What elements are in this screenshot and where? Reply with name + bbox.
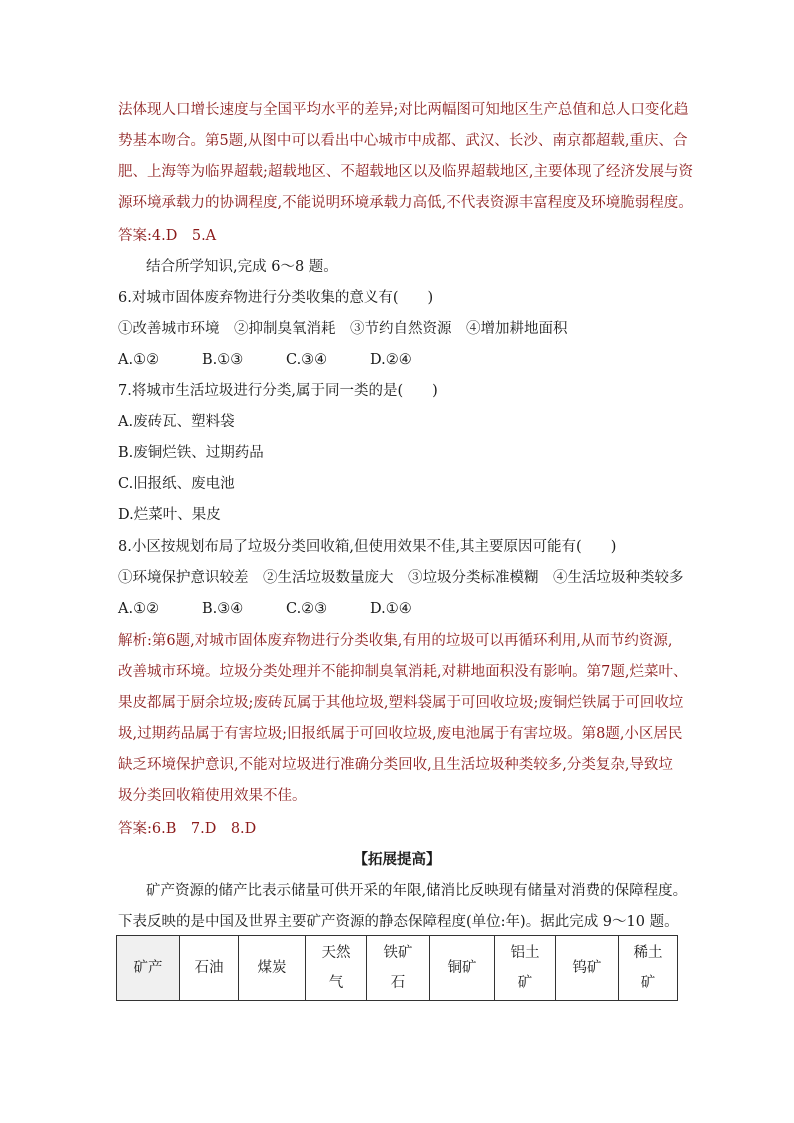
option[interactable]: C.③④	[286, 352, 328, 368]
question-8-items: ①环境保护意识较差 ②生活垃圾数量庞大 ③垃圾分类标准模糊 ④生活垃圾种类较多	[118, 570, 684, 586]
table-header-cell: 铁矿 石	[367, 936, 430, 1001]
explanation-line: 法体现人口增长速度与全国平均水平的差异;对比两幅图可知地区生产总值和总人口变化趋	[118, 102, 689, 118]
table-header-cell: 石油	[180, 936, 239, 1001]
table-header-cell: 矿产	[117, 936, 180, 1001]
table-header-row	[117, 936, 678, 1001]
section-title: 【拓展提高】	[353, 851, 441, 868]
explanation-line: 源环境承载力的协调程度,不能说明环境承载力高低,不代表资源丰富程度及环境脆弱程度。	[118, 195, 693, 211]
option[interactable]: B.③④	[202, 601, 244, 617]
section-paragraph: 矿产资源的储产比表示储量可供开采的年限,储消比反映现有储量对消费的保障程度。	[146, 883, 688, 899]
mineral-table	[116, 935, 678, 1001]
table-header-cell: 天然 气	[306, 936, 367, 1001]
explanation-line: 肥、上海等为临界超载;超载地区、不超载地区以及临界超载地区,主要体现了经济发展与资	[118, 164, 693, 180]
explanation-line: 圾,过期药品属于有害垃圾;旧报纸属于可回收垃圾,废电池属于有害垃圾。第8题,小区居民	[118, 726, 683, 742]
explanation-line: 势基本吻合。第5题,从图中可以看出中心城市中成都、武汉、长沙、南京都超载,重庆、合	[118, 133, 688, 149]
answer-line: 答案:4.D 5.A	[118, 228, 217, 244]
table-header-cell: 铜矿	[430, 936, 495, 1001]
explanation-line: 圾分类回收箱使用效果不佳。	[118, 788, 307, 804]
question-6-stem: 6.对城市固体废弃物进行分类收集的意义有( )	[118, 290, 434, 306]
option[interactable]: D.②④	[370, 352, 412, 368]
answer-line: 答案:6.B 7.D 8.D	[118, 821, 257, 837]
question-8-options	[118, 599, 688, 619]
question-6-options	[118, 350, 688, 370]
option[interactable]: A.①②	[118, 352, 160, 368]
option[interactable]: D.①④	[370, 601, 412, 617]
explanation-line: 解析:第6题,对城市固体废弃物进行分类收集,有用的垃圾可以再循环利用,从而节约资源,	[118, 633, 673, 649]
option[interactable]: C.②③	[286, 601, 328, 617]
explanation-line: 果皮都属于厨余垃圾;废砖瓦属于其他垃圾,塑料袋属于可回收垃圾;废铜烂铁属于可回收垃	[118, 695, 684, 711]
question-7-option-a[interactable]: A.废砖瓦、塑料袋	[118, 414, 235, 430]
option[interactable]: A.①②	[118, 601, 160, 617]
question-7-option-b[interactable]: B.废铜烂铁、过期药品	[118, 445, 264, 461]
explanation-line: 缺乏环境保护意识,不能对垃圾进行准确分类回收,且生活垃圾种类较多,分类复杂,导致垃	[118, 757, 673, 773]
question-6-items: ①改善城市环境 ②抑制臭氧消耗 ③节约自然资源 ④增加耕地面积	[118, 321, 568, 337]
table-header-cell: 铝土 矿	[495, 936, 556, 1001]
table-header-cell: 稀土 矿	[619, 936, 678, 1001]
question-intro: 结合所学知识,完成 6～8 题。	[146, 259, 338, 275]
question-7-stem: 7.将城市生活垃圾进行分类,属于同一类的是( )	[118, 383, 438, 399]
table-header-cell: 煤炭	[239, 936, 306, 1001]
section-paragraph: 下表反映的是中国及世界主要矿产资源的静态保障程度(单位:年)。据此完成 9～10 题。	[118, 914, 679, 930]
question-7-option-c[interactable]: C.旧报纸、废电池	[118, 476, 235, 492]
explanation-line: 改善城市环境。垃圾分类处理并不能抑制臭氧消耗,对耕地面积没有影响。第7题,烂菜叶、	[118, 664, 688, 680]
question-8-stem: 8.小区按规划布局了垃圾分类回收箱,但使用效果不佳,其主要原因可能有( )	[118, 539, 617, 555]
question-7-option-d[interactable]: D.烂菜叶、果皮	[118, 507, 221, 523]
option[interactable]: B.①③	[202, 352, 244, 368]
table-header-cell: 钨矿	[556, 936, 619, 1001]
